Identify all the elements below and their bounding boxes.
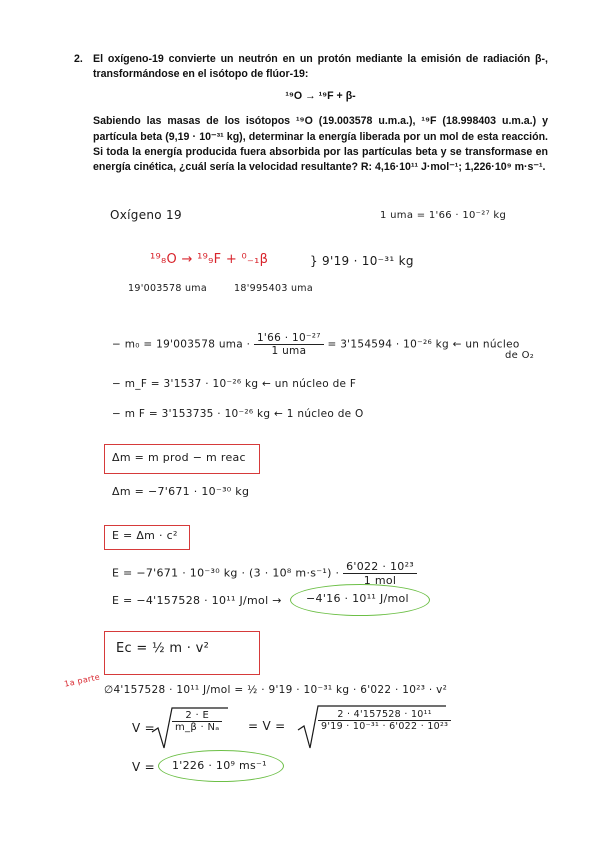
energy-line-a [112, 560, 417, 587]
uma-fraction-num: 1'66 · 10⁻²⁷ [254, 332, 324, 345]
mass-fluor: 18'995403 uma [234, 283, 313, 294]
mass-o-lhs: − m₀ = 19'003578 uma · [112, 338, 251, 351]
problem-equation: ¹⁹O → ¹⁹F + β- [285, 89, 356, 102]
problem-intro: El oxígeno-19 convierte un neutrón en un protón mediante la emisión de radiación β-, transformándose en el isótopo de flúor-19: [93, 53, 548, 81]
avogadro-num: 6'022 · 10²³ [343, 560, 417, 574]
energy-calc: E = −7'671 · 10⁻³⁰ kg · (3 · 10⁸ m·s⁻¹) · [112, 566, 340, 580]
problem-number: 2. [74, 53, 83, 65]
v-fraction-2 [318, 709, 451, 732]
avogadro-fraction [343, 560, 417, 587]
uma-conversion-fraction [254, 332, 324, 357]
mass-o-nucleus-line: − m F = 3'153735 · 10⁻²⁶ kg ← 1 núcleo de O [112, 408, 364, 420]
v-label: V = [132, 721, 155, 735]
energy-result: −4'16 · 10¹¹ J/mol [306, 592, 409, 605]
kinetic-formula: Ec = ½ m · v² [116, 641, 210, 656]
reaction-equation: ¹⁹₈O → ¹⁹₉F + ⁰₋₁β [150, 252, 269, 267]
problem-text: Sabiendo las masas de los isótopos ¹⁹O (19.003578 u.m.a.), ¹⁹F (18.998403 u.m.a.) y partícula beta (9,19 · 10⁻³¹ kg), determinar la energía liberada por un mol de esta reacción. Si toda la energía producida fuera absorbida por las partículas beta y se transformase en energía cinética, ¿cuál sería la velocidad resultante? R: 4,16·10¹¹ J·mol⁻¹; 1,226·10⁹ m·s⁻¹. [93, 115, 548, 174]
avogadro-den: 1 mol [363, 574, 397, 587]
energy-formula: E = Δm · c² [112, 529, 178, 542]
delta-m-formula: Δm = m prod − m reac [112, 451, 246, 464]
kinetic-line: ∅4'157528 · 10¹¹ J/mol = ½ · 9'19 · 10⁻³¹ kg · 6'022 · 10²³ · v² [104, 684, 448, 696]
beta-mass: } 9'19 · 10⁻³¹ kg [310, 254, 414, 268]
mass-oxygen: 19'003578 uma [128, 283, 207, 294]
energy-line-b: E = −4'157528 · 10¹¹ J/mol → [112, 594, 282, 607]
mass-o-line [112, 332, 520, 357]
uma-fraction-den: 1 uma [271, 345, 307, 357]
header-oxygen: Oxígeno 19 [110, 208, 182, 222]
mass-f-line: − m_F = 3'1537 · 10⁻²⁶ kg ← un núcleo de F [112, 378, 357, 390]
mass-o-rhs: = 3'154594 · 10⁻²⁶ kg ← un núcleo [327, 338, 520, 351]
problem-statement [74, 52, 548, 176]
header-uma: 1 uma = 1'66 · 10⁻²⁷ kg [380, 210, 507, 221]
v-den1: m_β · Nₐ [175, 722, 220, 733]
v-num2: 2 · 4'157528 · 10¹¹ [318, 709, 451, 721]
delta-m-value: Δm = −7'671 · 10⁻³⁰ kg [112, 485, 250, 498]
mass-o-rhs2: de O₂ [505, 350, 535, 361]
v-fraction-1 [172, 710, 222, 733]
v-final-label: V = [132, 760, 155, 774]
velocity-result: 1'226 · 10⁹ ms⁻¹ [172, 759, 267, 772]
red-note: 1a parte [63, 672, 101, 689]
v-eq2: = V = [248, 719, 286, 733]
v-den2: 9'19 · 10⁻³¹ · 6'022 · 10²³ [321, 721, 449, 732]
v-num1: 2 · E [172, 710, 222, 722]
